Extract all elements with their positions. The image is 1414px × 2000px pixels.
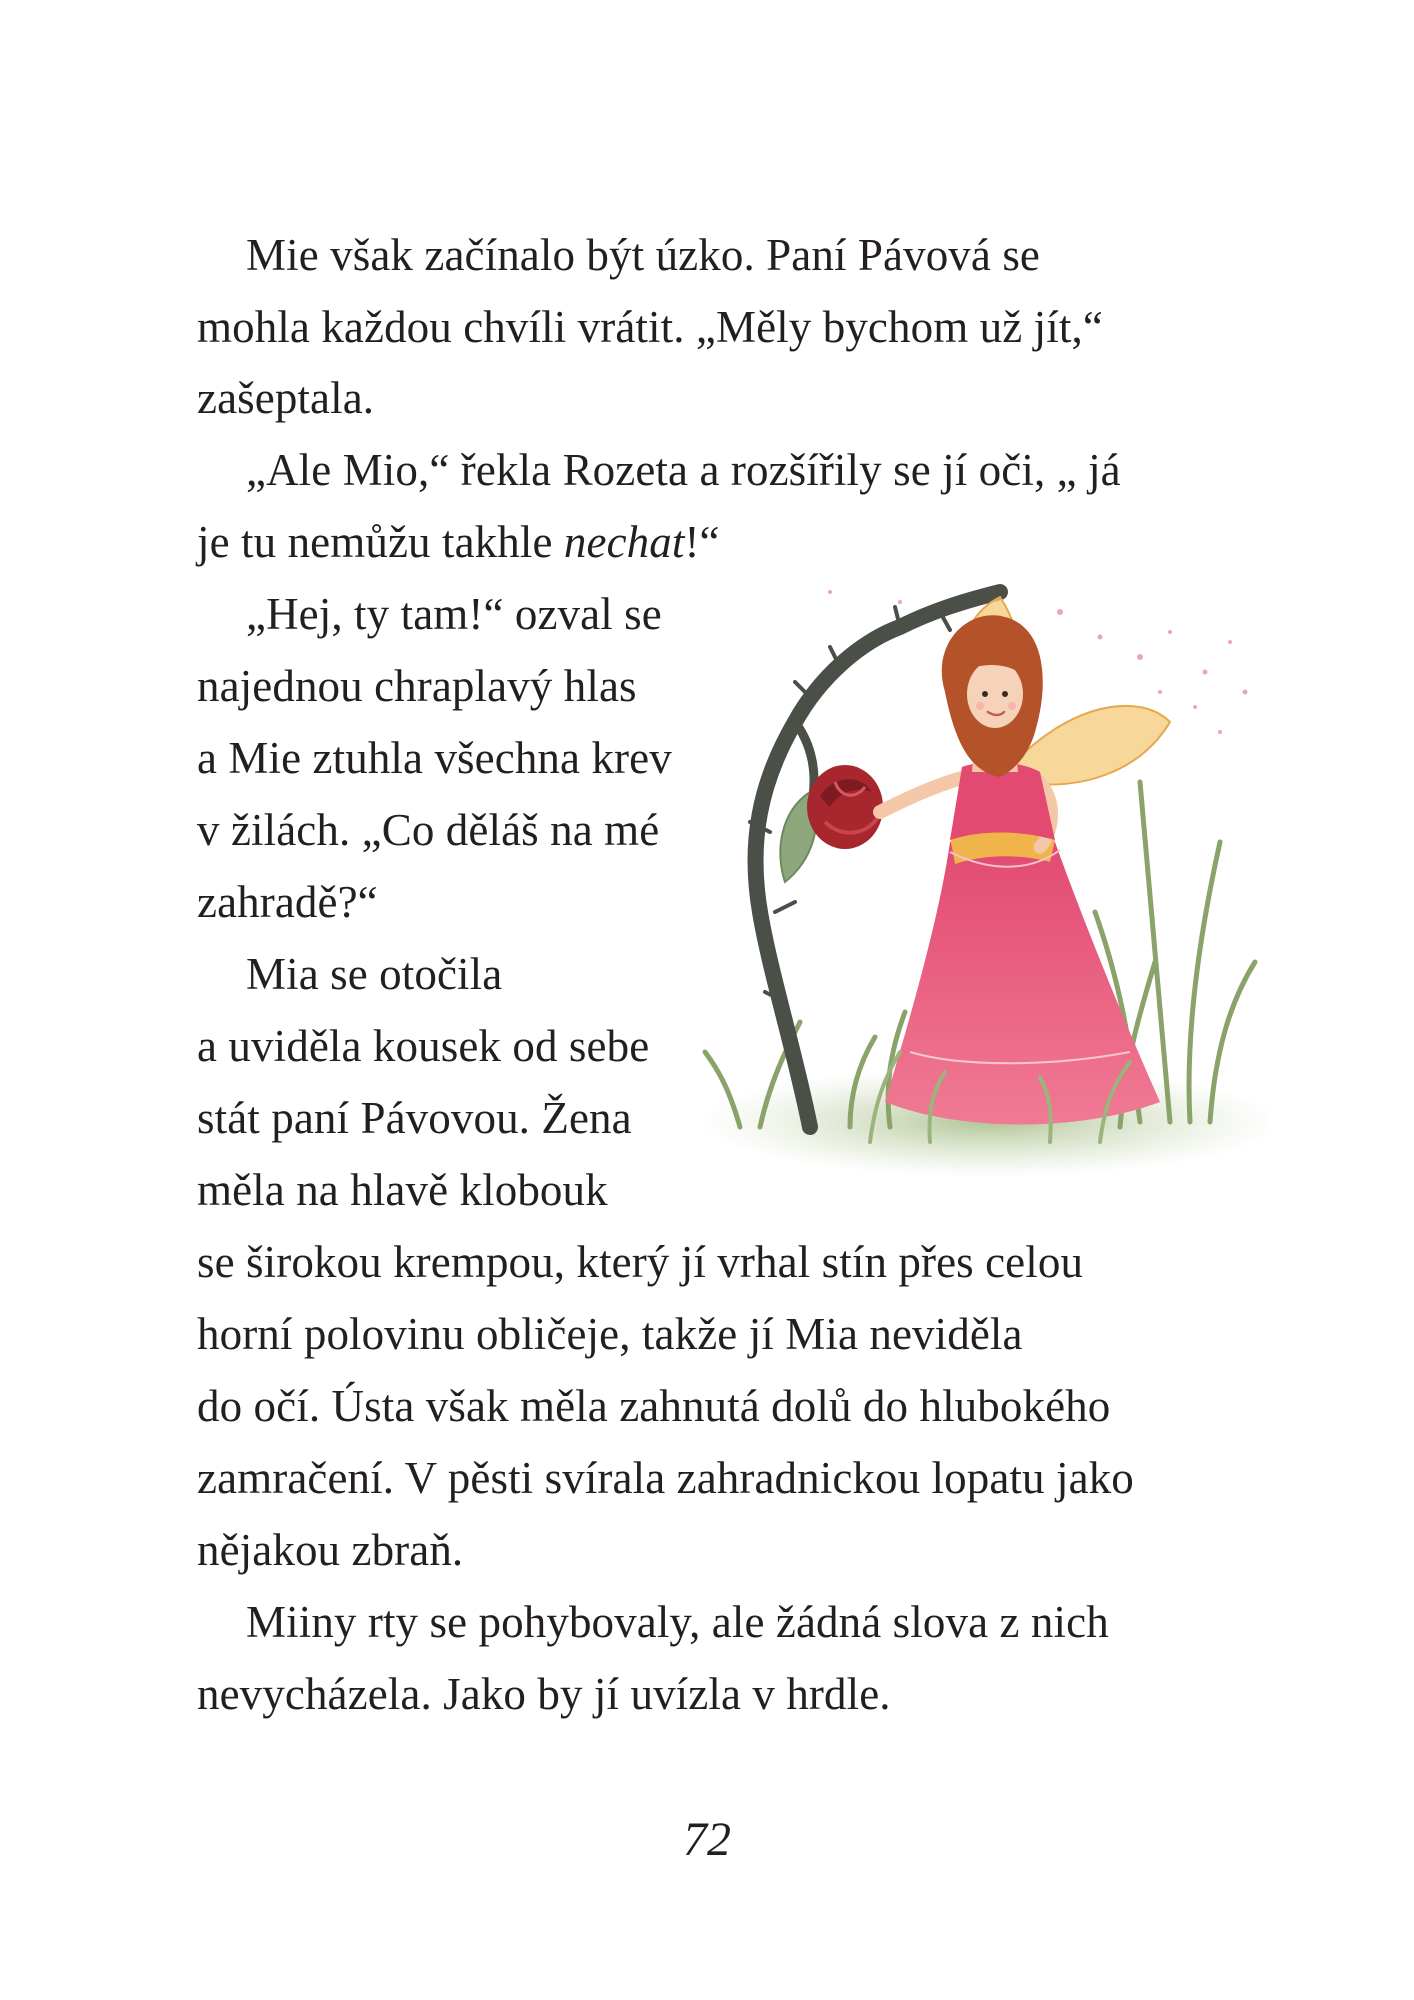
- text-run: !“: [684, 517, 720, 567]
- text-line: zašeptala.: [197, 373, 375, 423]
- text-line: zamračení. V pěsti svírala zahradnickou lopatu jako: [197, 1453, 1134, 1503]
- text-line: najednou chraplavý hlas: [197, 661, 637, 711]
- text-line: Miiny rty se pohybovaly, ale žádná slova z nich: [246, 1597, 1109, 1647]
- text-line: a Mie ztuhla všechna krev: [197, 733, 672, 783]
- text-line: zahradě?“: [197, 877, 378, 927]
- text-line: v žilách. „Co děláš na mé: [197, 805, 660, 855]
- text-line: do očí. Ústa však měla zahnutá dolů do hlubokého: [197, 1381, 1111, 1431]
- fairy-arm: [880, 777, 965, 812]
- text-line: měla na hlavě klobouk: [197, 1165, 608, 1215]
- text-line: Mia se otočila: [246, 949, 503, 999]
- text-line-with-emphasis: [197, 506, 720, 578]
- text-line: a uviděla kousek od sebe: [197, 1021, 650, 1071]
- text-line: nevycházela. Jako by jí uvízla v hrdle.: [197, 1669, 891, 1719]
- text-line: nějakou zbraň.: [197, 1525, 464, 1575]
- text-line: „Ale Mio,“ řekla Rozeta a rozšířily se jí oči, „ já: [246, 445, 1121, 495]
- text-run: je tu nemůžu takhle: [197, 517, 564, 567]
- text-line: stát paní Pávovou. Žena: [197, 1093, 632, 1143]
- text-line: horní polovinu obličeje, takže jí Mia neviděla: [197, 1309, 1023, 1359]
- text-line: Mie však začínalo být úzko. Paní Pávová se: [246, 230, 1041, 280]
- text-line: se širokou krempou, který jí vrhal stín přes celou: [197, 1237, 1084, 1287]
- rose-icon: [807, 765, 883, 849]
- fairy-with-rose-illustration: [700, 582, 1270, 1182]
- page-number: 72: [683, 1813, 731, 1866]
- text-line: „Hej, ty tam!“ ozval se: [246, 589, 662, 639]
- emphasized-word: nechat: [563, 517, 685, 567]
- text-line: mohla každou chvíli vrátit. „Měly bychom už jít,“: [197, 302, 1103, 352]
- fairy-face: [967, 660, 1023, 728]
